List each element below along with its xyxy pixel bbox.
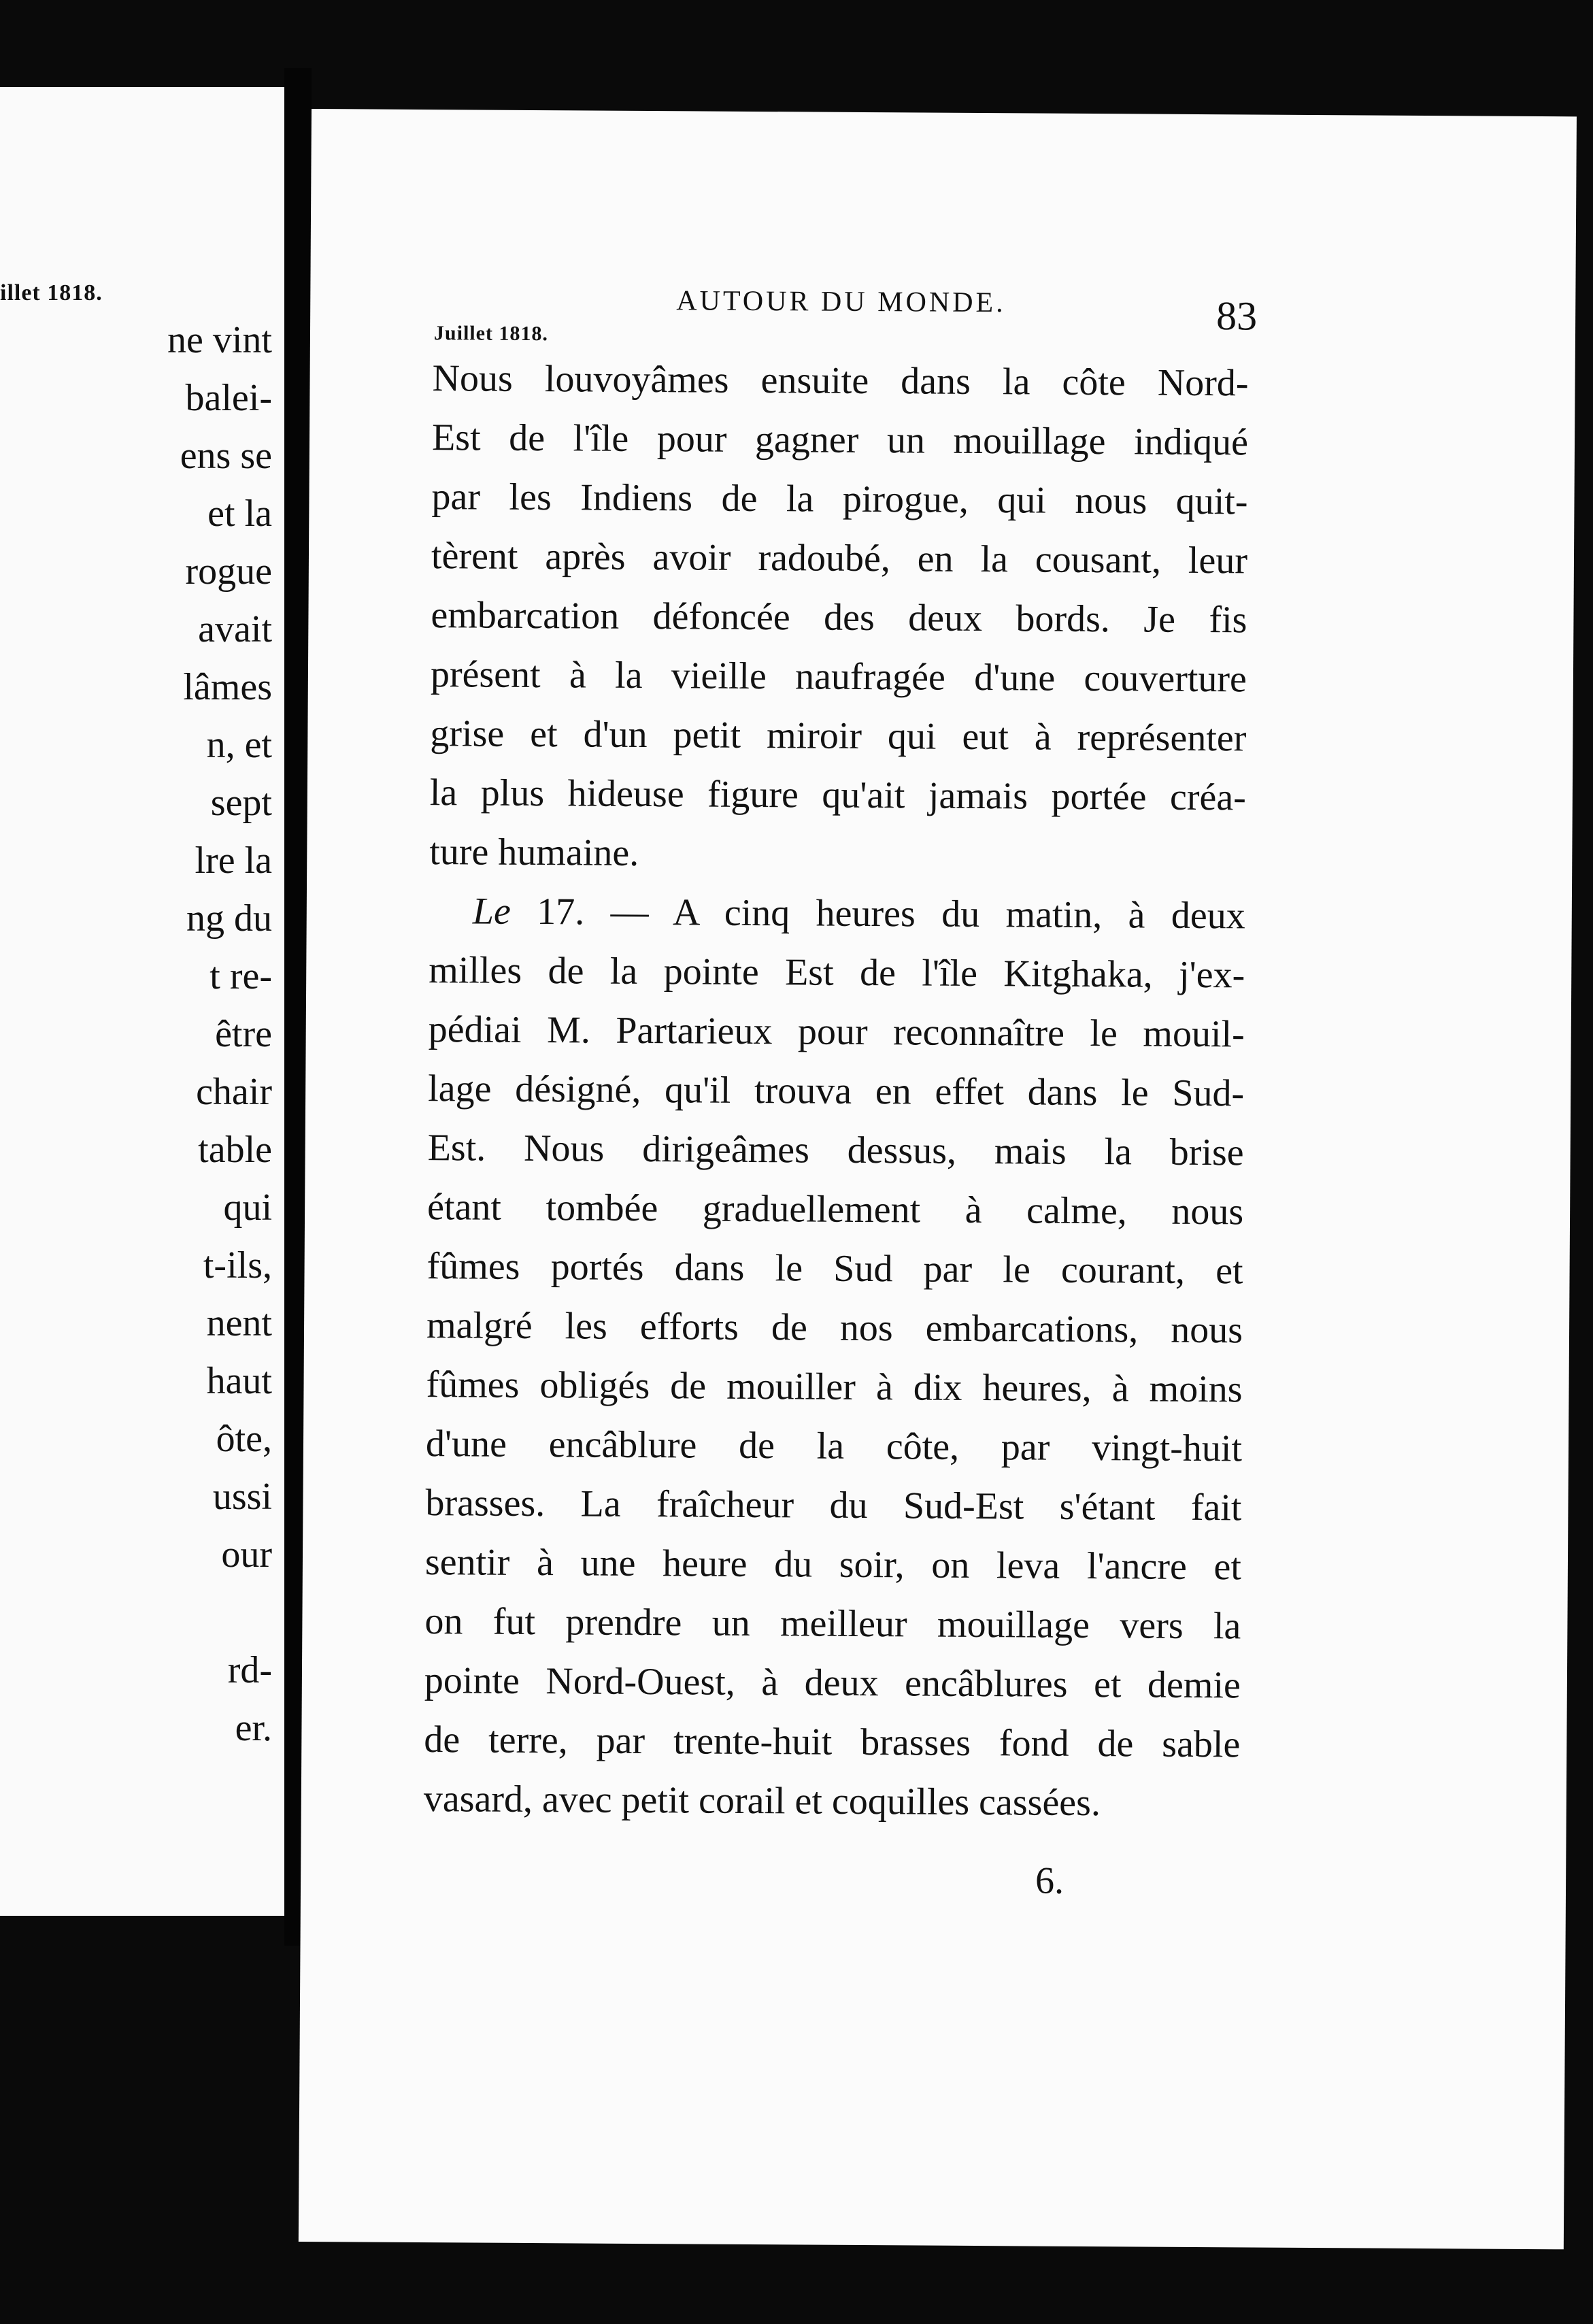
left-text-fragment: ussi: [212, 1476, 272, 1518]
left-text-fragment: sept: [210, 782, 272, 824]
left-text-fragment: nent: [206, 1302, 272, 1344]
left-text-fragment: ens se: [180, 435, 272, 477]
left-text-fragment: er.: [235, 1707, 272, 1749]
text-line: lage désigné, qu'il trouva en effet dans le Sud-: [428, 1067, 1245, 1115]
text-line: par les Indiens de la pirogue, qui nous quit-: [431, 476, 1248, 523]
text-line: brasses. La fraîcheur du Sud-Est s'étant fait: [425, 1482, 1242, 1529]
left-text-fragment: lre la: [195, 840, 272, 882]
page-right: [299, 109, 1577, 2249]
text-line: Nous louvoyâmes ensuite dans la côte Nord-: [432, 357, 1249, 405]
text-line: fûmes portés dans le Sud par le courant, et: [426, 1245, 1243, 1293]
text-line: la plus hideuse figure qu'ait jamais portée créa-: [429, 771, 1247, 819]
text-line: tèrent après avoir radoubé, en la cousant, leur: [431, 535, 1248, 582]
text-line: Est. Nous dirigeâmes dessus, mais la brise: [427, 1127, 1244, 1174]
left-text-fragment: t-ils,: [203, 1244, 272, 1286]
left-running-date: illet 1818.: [0, 280, 103, 305]
left-text-fragment: t re-: [209, 955, 272, 997]
paragraph-first-line-text: 17. — A cinq heures du matin, à deux: [537, 891, 1245, 937]
left-text-fragment: ng du: [186, 897, 272, 940]
left-text-fragment: rd-: [227, 1649, 272, 1691]
text-line: étant tombée graduellement à calme, nous: [426, 1186, 1244, 1233]
signature-mark: 6.: [1035, 1859, 1064, 1902]
text-line: fûmes obligés de mouiller à dix heures, à moins: [426, 1363, 1243, 1411]
body-text: [424, 349, 1249, 1833]
left-text-fragment: qui: [223, 1186, 272, 1229]
left-text-fragment: our: [221, 1533, 272, 1576]
left-text-fragment: balei-: [185, 377, 272, 419]
text-line: on fut prendre un meilleur mouillage vers la: [424, 1600, 1241, 1648]
left-text-fragment: n, et: [206, 724, 272, 766]
text-line: malgré les efforts de nos embarcations, nous: [426, 1304, 1243, 1352]
paragraph-first-line: [429, 882, 1246, 946]
text-line: pointe Nord-Ouest, à deux encâblures et demie: [424, 1659, 1241, 1707]
left-text-fragment: chair: [196, 1071, 272, 1113]
left-text-fragment: rogue: [185, 550, 272, 593]
text-line: de terre, par trente-huit brasses fond de sable: [424, 1719, 1241, 1766]
running-head: AUTOUR DU MONDE.: [676, 285, 1006, 319]
text-line: présent à la vieille naufragée d'une couverture: [430, 653, 1247, 701]
left-text-fragment: être: [215, 1013, 272, 1055]
text-line: embarcation défoncée des deux bords. Je fis: [431, 594, 1247, 642]
left-text-fragment: ôte,: [216, 1418, 272, 1460]
left-text-fragment: ne vint: [167, 319, 272, 361]
left-text-fragment: table: [198, 1129, 272, 1171]
left-text-fragment: haut: [206, 1360, 272, 1402]
page-number: 83: [1215, 293, 1258, 339]
text-line: d'une encâblure de la côte, par vingt-huit: [425, 1423, 1243, 1470]
facing-page-left: [0, 87, 284, 1916]
text-line: pédiai M. Partarieux pour reconnaître le mouil-: [428, 1008, 1245, 1056]
text-line: grise et d'un petit miroir qui eut à représenter: [430, 712, 1247, 760]
text-line: Est de l'île pour gagner un mouillage indiqué: [431, 416, 1249, 464]
text-line: ture humaine.: [429, 831, 639, 874]
margin-date-note: Juillet 1818.: [433, 322, 549, 346]
left-text-fragment: et la: [207, 493, 272, 535]
left-text-fragment: lâmes: [183, 666, 272, 708]
text-line: sentir à une heure du soir, on leva l'ancre et: [424, 1541, 1242, 1589]
text-line: milles de la pointe Est de l'île Kitghaka, j'ex-: [429, 949, 1245, 997]
left-text-fragment: avait: [198, 608, 272, 650]
date-lead: Le: [472, 890, 511, 933]
text-line: vasard, avec petit corail et coquilles cassées.: [423, 1778, 1101, 1825]
